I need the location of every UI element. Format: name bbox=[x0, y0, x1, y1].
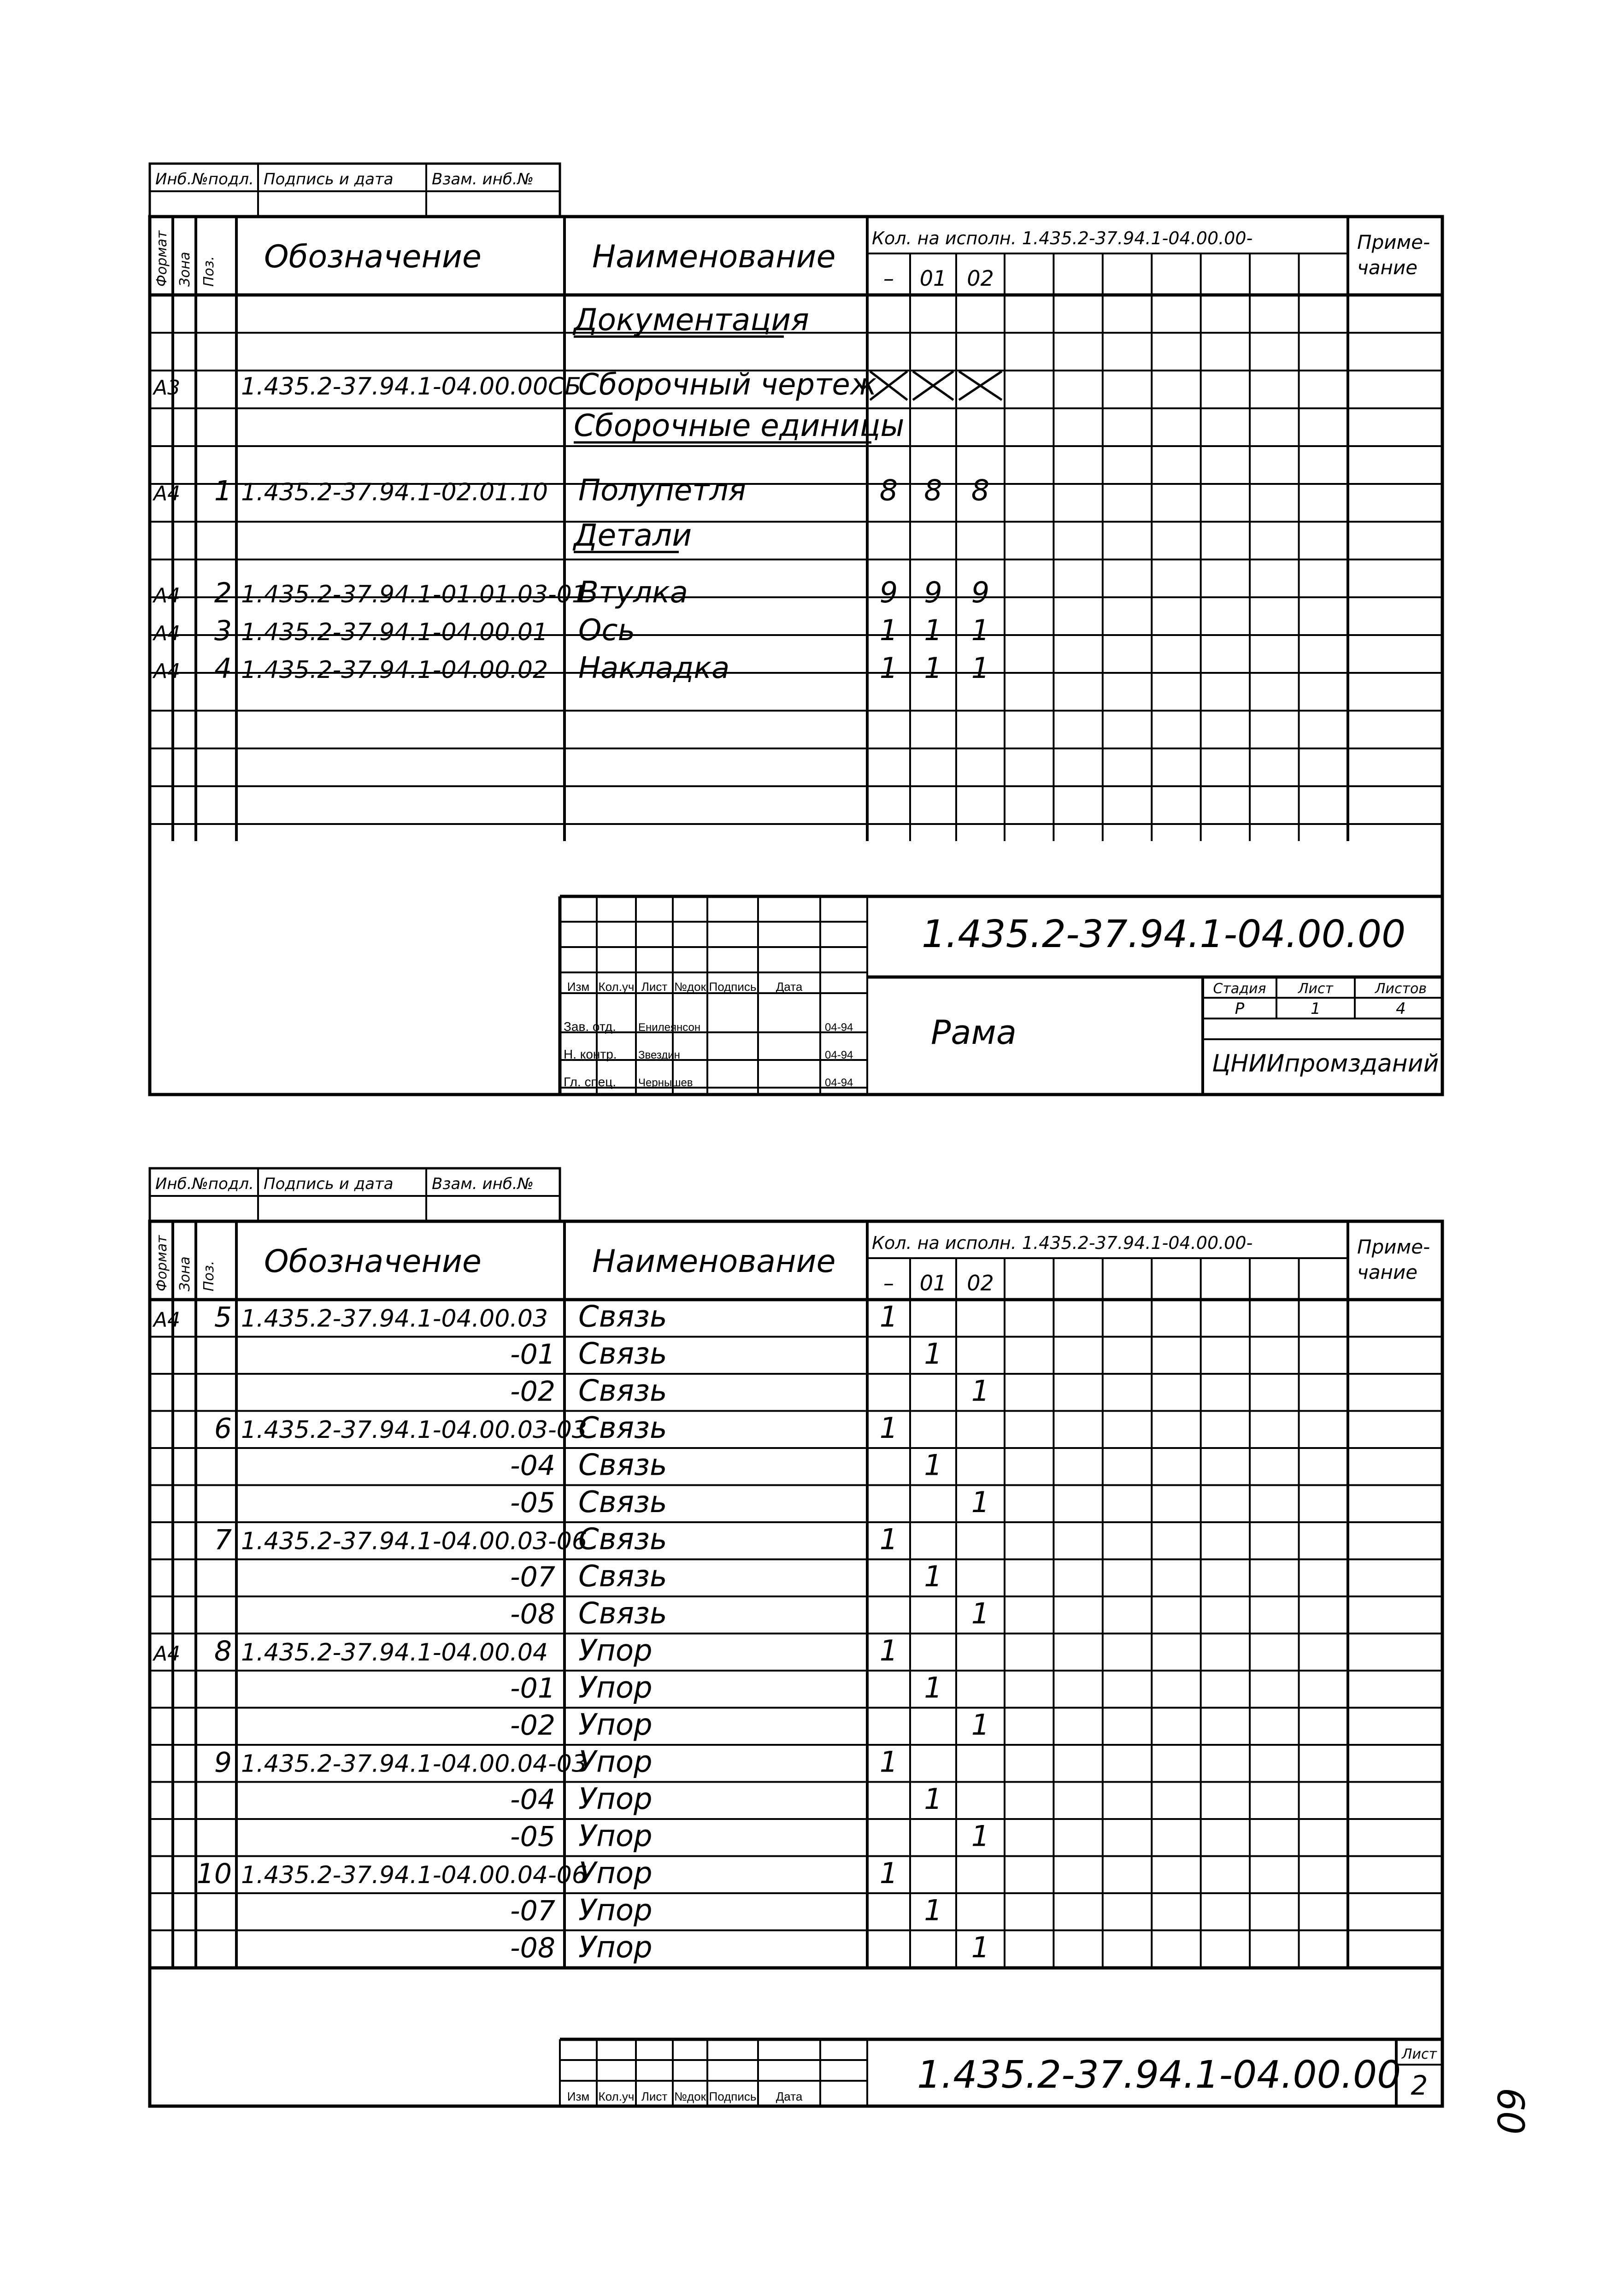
qty-value: 1 bbox=[924, 613, 942, 647]
cell-name: Связь bbox=[578, 1337, 667, 1371]
qty-value: 1 bbox=[924, 1560, 942, 1593]
qty-value: 1 bbox=[879, 1745, 898, 1779]
cell-designation: -07 bbox=[510, 1895, 555, 1927]
cell-designation: -08 bbox=[510, 1598, 555, 1631]
cell-designation: 1.435.2-37.94.1-01.01.03-01 bbox=[241, 580, 587, 608]
cell-pos: 10 bbox=[196, 1858, 232, 1890]
sheet1-frame bbox=[150, 217, 1442, 1095]
qty-value: 1 bbox=[879, 613, 898, 647]
specification-sheet-2 bbox=[150, 1168, 1442, 2106]
cell-name: Упор bbox=[578, 1671, 653, 1705]
header-qty-col: 02 bbox=[967, 1271, 994, 1295]
corner-stamp-cell: Подпись и дата bbox=[264, 170, 394, 188]
cell-designation: 1.435.2-37.94.1-04.00.04-03 bbox=[241, 1750, 587, 1778]
change-header: Кол.уч bbox=[598, 2090, 635, 2103]
organization-name: ЦНИИпромзданий bbox=[1212, 1050, 1439, 1077]
document-designation: 1.435.2-37.94.1-04.00.00 bbox=[917, 2053, 1401, 2097]
change-header: Изм bbox=[567, 2090, 590, 2103]
cell-name: Упор bbox=[578, 1893, 653, 1928]
header-qty-col: – bbox=[883, 1271, 894, 1295]
cell-name: Связь bbox=[578, 1522, 667, 1557]
header-qty-col: 01 bbox=[919, 1271, 947, 1295]
qty-value: 1 bbox=[879, 1411, 898, 1445]
cell-format: А4 bbox=[153, 659, 181, 683]
cell-format: А3 bbox=[153, 376, 181, 400]
change-header: Кол.уч bbox=[598, 980, 635, 994]
cell-designation: -02 bbox=[510, 1709, 555, 1742]
qty-value: 1 bbox=[924, 1893, 942, 1927]
cell-pos: 7 bbox=[214, 1524, 232, 1556]
cell-name: Упор bbox=[578, 1819, 653, 1854]
header-qty-group: Кол. на исполн. 1.435.2-37.94.1-04.00.00- bbox=[872, 1233, 1253, 1253]
change-header: Дата bbox=[776, 980, 803, 994]
cell-name: Связь bbox=[578, 1596, 667, 1631]
document-designation: 1.435.2-37.94.1-04.00.00 bbox=[922, 913, 1406, 956]
qty-value: 1 bbox=[924, 1782, 942, 1816]
page-number: 60 bbox=[1489, 2088, 1532, 2135]
cell-name: Упор bbox=[578, 1856, 653, 1890]
qty-value: 1 bbox=[971, 1485, 990, 1519]
cell-designation: -08 bbox=[510, 1932, 555, 1964]
header-designation: Обозначение bbox=[264, 239, 482, 275]
cell-name: Втулка bbox=[578, 575, 688, 610]
qty-value: 1 bbox=[924, 1337, 942, 1371]
cell-pos: 4 bbox=[214, 652, 232, 685]
cell-designation: 1.435.2-37.94.1-04.00.02 bbox=[241, 656, 548, 684]
qty-cross-mark bbox=[956, 371, 1002, 400]
stage-header: Лист bbox=[1298, 981, 1334, 997]
cell-name: Связь bbox=[578, 1374, 667, 1408]
cell-pos: 6 bbox=[214, 1413, 232, 1445]
change-header: Лист bbox=[641, 2090, 668, 2103]
header-qty-col: 02 bbox=[967, 266, 994, 291]
signer-date: 04-94 bbox=[825, 1077, 853, 1089]
stage-value: 1 bbox=[1311, 1000, 1321, 1018]
qty-value: 1 bbox=[879, 1634, 898, 1667]
cell-designation: 1.435.2-37.94.1-04.00.04 bbox=[241, 1639, 548, 1666]
header-qty-col: 01 bbox=[919, 266, 947, 291]
corner-stamp-cell: Подпись и дата bbox=[264, 1175, 394, 1193]
change-header: Дата bbox=[776, 2090, 803, 2103]
cell-name: Упор bbox=[578, 1782, 653, 1816]
cell-format: А4 bbox=[153, 621, 181, 645]
signer-name: Енилеянсон bbox=[638, 1021, 701, 1034]
signer-role: Зав. отд. bbox=[564, 1019, 616, 1034]
cell-designation: -01 bbox=[510, 1672, 555, 1705]
document-title: Рама bbox=[931, 1013, 1017, 1052]
qty-value: 1 bbox=[879, 1856, 898, 1890]
cell-pos: 1 bbox=[214, 475, 232, 507]
cell-name: Упор bbox=[578, 1708, 653, 1742]
header-designation: Обозначение bbox=[264, 1243, 482, 1280]
cell-name: Упор bbox=[578, 1745, 653, 1779]
cell-name: Связь bbox=[578, 1411, 667, 1445]
cell-format: А4 bbox=[153, 1308, 181, 1332]
cell-pos: 3 bbox=[214, 614, 232, 647]
signer-date: 04-94 bbox=[825, 1021, 853, 1034]
qty-value: 1 bbox=[971, 1708, 990, 1742]
cell-name: Накладка bbox=[578, 651, 730, 685]
qty-value: 1 bbox=[879, 651, 898, 685]
specification-sheet-1 bbox=[150, 164, 1442, 1095]
corner-stamp-cell: Инб.№подл. bbox=[155, 170, 254, 188]
header-format: Формат bbox=[154, 230, 170, 287]
cell-format: А4 bbox=[153, 1642, 181, 1666]
cell-designation: -01 bbox=[510, 1338, 555, 1371]
cell-name: Ось bbox=[578, 613, 635, 648]
cell-designation: 1.435.2-37.94.1-04.00.00СБ bbox=[241, 372, 582, 400]
change-header: №док bbox=[674, 980, 706, 994]
corner-stamp-cell: Инб.№подл. bbox=[155, 1175, 254, 1193]
signer-role: Н. контр. bbox=[564, 1047, 617, 1061]
signer-name: Звездин bbox=[638, 1049, 680, 1061]
section-title: Детали bbox=[574, 517, 692, 553]
cell-designation: 1.435.2-37.94.1-04.00.01 bbox=[241, 618, 548, 646]
qty-value: 1 bbox=[971, 1931, 990, 1964]
header-zone: Зона bbox=[177, 252, 193, 287]
qty-value: 9 bbox=[971, 575, 990, 609]
cell-format: А4 bbox=[153, 583, 181, 607]
signer-name: Чернышев bbox=[638, 1077, 693, 1089]
qty-cross-mark bbox=[910, 371, 953, 400]
corner-stamp-cell: Взам. инб.№ bbox=[432, 170, 534, 188]
cell-pos: 5 bbox=[214, 1301, 232, 1334]
stage-header: Стадия bbox=[1213, 981, 1266, 997]
cell-designation: 1.435.2-37.94.1-02.01.10 bbox=[241, 478, 548, 506]
cell-name: Связь bbox=[578, 1300, 667, 1334]
header-note-line: чание bbox=[1357, 1261, 1418, 1283]
cell-name: Связь bbox=[578, 1485, 667, 1519]
cell-designation: 1.435.2-37.94.1-04.00.04-06 bbox=[241, 1861, 587, 1889]
header-note-line: Приме- bbox=[1357, 1236, 1430, 1258]
qty-value: 1 bbox=[879, 1522, 898, 1556]
qty-value: 8 bbox=[971, 473, 990, 507]
cell-name: Упор bbox=[578, 1931, 653, 1965]
qty-value: 1 bbox=[924, 1448, 942, 1482]
qty-value: 9 bbox=[924, 575, 942, 609]
change-header: Лист bbox=[641, 980, 668, 994]
change-header: Подпись bbox=[709, 980, 757, 994]
qty-value: 1 bbox=[971, 1374, 990, 1408]
change-header: Изм bbox=[567, 980, 590, 994]
header-pos: Поз. bbox=[201, 1260, 217, 1291]
qty-value: 8 bbox=[879, 473, 898, 507]
cell-designation: 1.435.2-37.94.1-04.00.03-06 bbox=[241, 1527, 587, 1555]
cell-designation: -05 bbox=[510, 1820, 555, 1853]
stage-value: Р bbox=[1235, 1000, 1245, 1018]
change-header: Подпись bbox=[709, 2090, 757, 2103]
signer-role: Гл. спец. bbox=[564, 1075, 617, 1089]
header-note-line: чание bbox=[1357, 256, 1418, 279]
cell-name: Связь bbox=[578, 1560, 667, 1594]
change-header: №док bbox=[674, 2090, 706, 2103]
header-zone: Зона bbox=[177, 1256, 193, 1291]
header-name: Наименование bbox=[592, 1243, 836, 1280]
sheet-number: 2 bbox=[1411, 2070, 1428, 2101]
header-qty-group: Кол. на исполн. 1.435.2-37.94.1-04.00.00- bbox=[872, 228, 1253, 248]
section-title: Сборочные единицы bbox=[574, 408, 905, 443]
corner-stamp-cell: Взам. инб.№ bbox=[432, 1175, 534, 1193]
cell-name: Связь bbox=[578, 1448, 667, 1483]
qty-value: 1 bbox=[924, 651, 942, 685]
cell-designation: -04 bbox=[510, 1784, 555, 1816]
header-pos: Поз. bbox=[201, 256, 217, 287]
cell-name: Полупетля bbox=[578, 473, 746, 508]
header-qty-col: – bbox=[883, 266, 894, 291]
qty-value: 1 bbox=[971, 1819, 990, 1853]
qty-value: 1 bbox=[879, 1300, 898, 1334]
cell-pos: 8 bbox=[214, 1635, 232, 1667]
stage-value: 4 bbox=[1396, 1000, 1406, 1018]
cell-designation: -05 bbox=[510, 1487, 555, 1519]
signer-date: 04-94 bbox=[825, 1049, 853, 1061]
cell-designation: 1.435.2-37.94.1-04.00.03-03 bbox=[241, 1416, 587, 1444]
cell-name: Сборочный чертеж bbox=[578, 367, 877, 402]
qty-value: 1 bbox=[971, 613, 990, 647]
qty-value: 1 bbox=[924, 1671, 942, 1705]
cell-designation: -02 bbox=[510, 1375, 555, 1408]
qty-value: 8 bbox=[924, 473, 942, 507]
sheet-label: Лист bbox=[1401, 2046, 1437, 2062]
cell-pos: 9 bbox=[214, 1746, 232, 1779]
header-format: Формат bbox=[154, 1235, 170, 1291]
header-name: Наименование bbox=[592, 239, 836, 275]
cell-designation: -04 bbox=[510, 1449, 555, 1482]
qty-value: 9 bbox=[879, 575, 898, 609]
qty-value: 1 bbox=[971, 651, 990, 685]
cell-pos: 2 bbox=[214, 577, 232, 609]
header-note-line: Приме- bbox=[1357, 231, 1430, 253]
stage-header: Листов bbox=[1375, 981, 1427, 997]
cell-format: А4 bbox=[153, 482, 181, 506]
cell-designation: -07 bbox=[510, 1561, 555, 1593]
qty-value: 1 bbox=[971, 1596, 990, 1631]
cell-designation: 1.435.2-37.94.1-04.00.03 bbox=[241, 1305, 548, 1333]
section-title: Документация bbox=[574, 302, 809, 338]
cell-name: Упор bbox=[578, 1634, 653, 1668]
